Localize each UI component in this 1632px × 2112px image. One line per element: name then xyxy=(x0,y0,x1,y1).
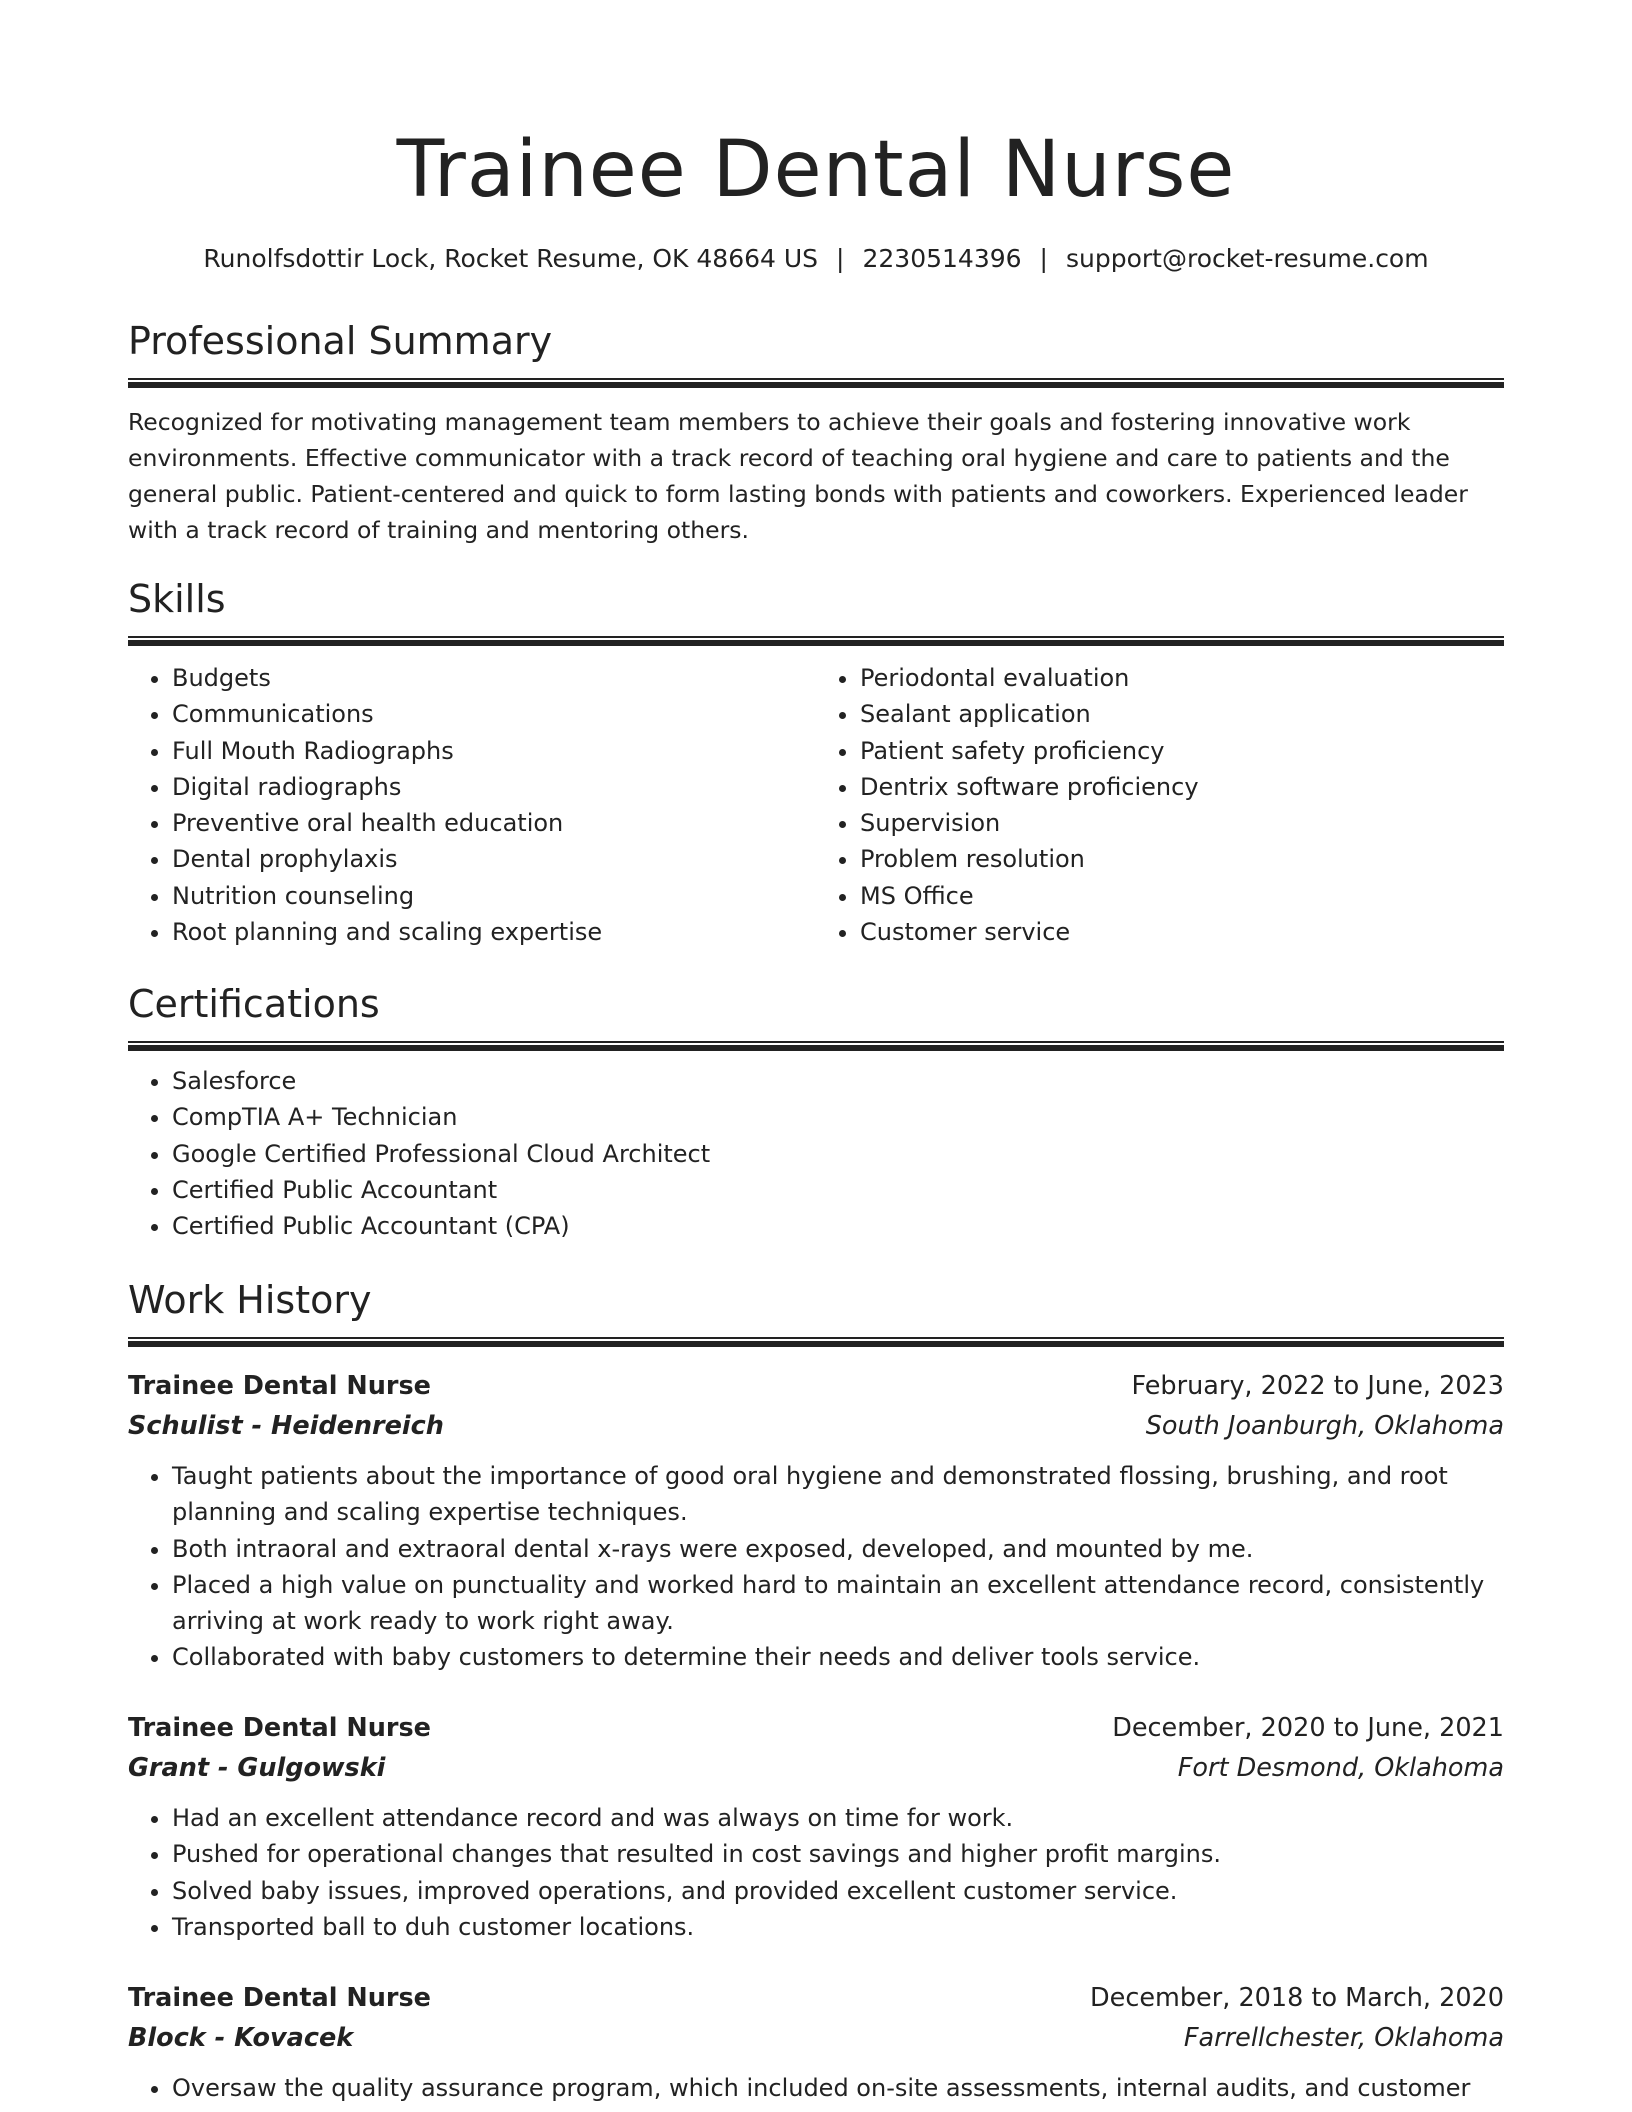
section-divider xyxy=(128,636,1504,646)
work-history-section xyxy=(128,1275,1504,1347)
skills-list-right xyxy=(816,660,1504,950)
job-dates: February, 2022 to June, 2023 xyxy=(1131,1371,1504,1401)
job-subheader-row xyxy=(128,2018,1504,2058)
job-header-row xyxy=(128,1366,1504,1406)
contact-email: support@rocket-resume.com xyxy=(1065,244,1429,273)
skill-item: • Dental prophylaxis xyxy=(172,841,816,877)
job-company: Block - Kovacek xyxy=(128,2023,354,2053)
skill-item: • Digital radiographs xyxy=(172,769,816,805)
job-title: Trainee Dental Nurse xyxy=(128,1983,431,2013)
job-bullets xyxy=(128,1800,1504,1945)
skills-section xyxy=(128,574,1504,950)
certification-item: • Salesforce xyxy=(172,1063,1504,1099)
job-bullet: • Taught patients about the importance of good oral hygiene and demonstrated flossing, brushing, and root planning and scaling expertise techniques. xyxy=(172,1458,1504,1531)
job-bullet: • Oversaw the quality assurance program, which included on-site assessments, internal audits, and customer xyxy=(172,2070,1504,2106)
work-history-title: Work History xyxy=(128,1278,372,1322)
job-bullet: • Solved baby issues, improved operations, and provided excellent customer service. xyxy=(172,1873,1504,1909)
skill-item: • Supervision xyxy=(860,805,1504,841)
certifications-list xyxy=(128,1063,1504,1244)
summary-title: Professional Summary xyxy=(128,319,553,363)
skill-item: • Periodontal evaluation xyxy=(860,660,1504,696)
job-entry xyxy=(128,1366,1504,1676)
skill-item: • Communications xyxy=(172,696,816,732)
skill-item: • Patient safety proficiency xyxy=(860,733,1504,769)
job-entry xyxy=(128,1978,1504,2106)
skill-item: • MS Office xyxy=(860,878,1504,914)
contact-separator: | xyxy=(1039,244,1048,273)
certifications-title: Certifications xyxy=(128,982,380,1026)
summary-section xyxy=(128,316,1504,548)
skill-item: • Full Mouth Radiographs xyxy=(172,733,816,769)
section-divider xyxy=(128,1041,1504,1051)
job-subheader-row xyxy=(128,1406,1504,1446)
certification-item: • Certified Public Accountant (CPA) xyxy=(172,1208,1504,1244)
resume-page xyxy=(128,0,1504,2102)
job-subheader-row xyxy=(128,1748,1504,1788)
contact-line xyxy=(128,242,1504,276)
job-bullet: • Placed a high value on punctuality and worked hard to maintain an excellent attendance record, consistently arriving at work ready to work right away. xyxy=(172,1567,1504,1640)
job-bullet: • Transported ball to duh customer locations. xyxy=(172,1909,1504,1945)
skills-columns xyxy=(128,660,1504,950)
contact-separator: | xyxy=(836,244,845,273)
skill-item: • Customer service xyxy=(860,914,1504,950)
resume-name: Trainee Dental Nurse xyxy=(396,125,1236,215)
job-bullet: • Had an excellent attendance record and was always on time for work. xyxy=(172,1800,1504,1836)
job-bullet: • Pushed for operational changes that resulted in cost savings and higher profit margins. xyxy=(172,1836,1504,1872)
skill-item: • Nutrition counseling xyxy=(172,878,816,914)
job-location: South Joanburgh, Oklahoma xyxy=(1145,1411,1504,1441)
contact-phone: 2230514396 xyxy=(862,244,1022,273)
job-title: Trainee Dental Nurse xyxy=(128,1713,431,1743)
summary-text: Recognized for motivating management team members to achieve their goals and fostering innovative work environments. Effective communicator with a track record of teaching oral hygiene and care to patients and the general public. Patient-centered and quick to form lasting bonds with patients and coworkers. Experienced leader with a track record of training and mentoring others. xyxy=(128,408,1468,544)
job-title: Trainee Dental Nurse xyxy=(128,1371,431,1401)
skill-item: • Problem resolution xyxy=(860,841,1504,877)
job-location: Fort Desmond, Oklahoma xyxy=(1177,1753,1504,1783)
skill-item: • Sealant application xyxy=(860,696,1504,732)
certification-item: • Google Certified Professional Cloud Architect xyxy=(172,1136,1504,1172)
certifications-section xyxy=(128,979,1504,1244)
job-company: Grant - Gulgowski xyxy=(128,1753,386,1783)
skill-item: • Preventive oral health education xyxy=(172,805,816,841)
contact-address: Runolfsdottir Lock, Rocket Resume, OK 48664 US xyxy=(203,244,819,273)
job-bullet: • Collaborated with baby customers to determine their needs and deliver tools service. xyxy=(172,1639,1504,1675)
section-divider xyxy=(128,378,1504,388)
skill-item: • Budgets xyxy=(172,660,816,696)
skills-list-left xyxy=(128,660,816,950)
certification-item: • Certified Public Accountant xyxy=(172,1172,1504,1208)
job-location: Farrellchester, Oklahoma xyxy=(1183,2023,1504,2053)
job-header-row xyxy=(128,1708,1504,1748)
section-divider xyxy=(128,1337,1504,1347)
job-bullets xyxy=(128,1458,1504,1676)
skill-item: • Root planning and scaling expertise xyxy=(172,914,816,950)
job-header-row xyxy=(128,1978,1504,2018)
job-dates: December, 2018 to March, 2020 xyxy=(1090,1983,1504,2013)
job-bullet: • Both intraoral and extraoral dental x-rays were exposed, developed, and mounted by me. xyxy=(172,1531,1504,1567)
job-company: Schulist - Heidenreich xyxy=(128,1411,444,1441)
certification-item: • CompTIA A+ Technician xyxy=(172,1099,1504,1135)
skill-item: • Dentrix software proficiency xyxy=(860,769,1504,805)
job-entry xyxy=(128,1708,1504,1945)
skills-title: Skills xyxy=(128,577,226,621)
job-bullets xyxy=(128,2070,1504,2106)
job-dates: December, 2020 to June, 2021 xyxy=(1112,1713,1504,1743)
